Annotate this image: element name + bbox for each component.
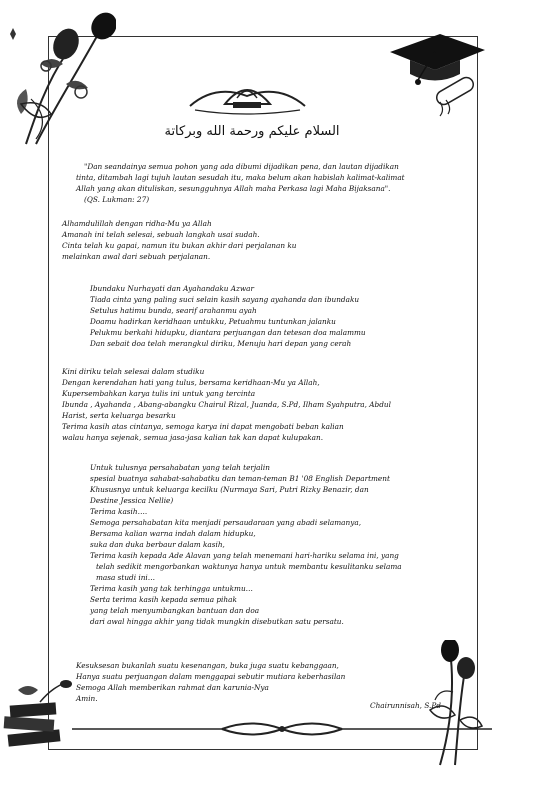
text-line: Bersama kalian warna indah dalam hidupku,: [90, 529, 256, 538]
text-line: Semoga Allah memberikan rahmat dan karunia-Nya: [76, 683, 269, 692]
text-line: Destine Jessica Nellie): [90, 496, 174, 505]
text-line: Amanah ini telah selesai, sebuah langkah usai sudah.: [62, 230, 260, 239]
paragraph-dedication: [62, 366, 391, 443]
quote-line: "Dan seandainya semua pohon yang ada dibumi dijadikan pena, dan lautan dijadikan: [84, 162, 399, 171]
text-line: Hanya suatu perjuangan dalam menggapai sebutir mutiara keberhasilan: [76, 672, 346, 681]
text-line: Pelukmu berkahi hidupku, diantara perjuangan dan tetesan doa malammu: [90, 328, 366, 337]
text-line: Serta terima kasih kepada semua pihak: [90, 595, 237, 604]
text-line: Terima kasih atas cintanya, semoga karya ini dapat mengobati beban kalian: [62, 422, 344, 431]
quote-line: tinta, ditambah lagi tujuh lautan sesudah itu, maka belum akan habislah kalimat-kalimat: [76, 173, 405, 182]
text-line: Kini diriku telah selesai dalam studiku: [62, 367, 205, 376]
paragraph-parents: [90, 283, 366, 349]
text-line: Terima kasih kepada Ade Alavan yang telah menemani hari-hariku selama ini, yang: [90, 551, 399, 560]
text-line: Ibunda , Ayahanda , Abang-abangku Chairul Rizal, Juanda, S.Pd, Ilham Syahputra, Abdul: [62, 400, 391, 409]
text-line: Alhamdulillah dengan ridha-Mu ya Allah: [62, 219, 212, 228]
text-line: dari awal hingga akhir yang tidak mungkin disebutkan satu persatu.: [90, 617, 344, 626]
mosque-ornament-icon: [185, 74, 310, 116]
text-line: Kupersembahkan karya tulis ini untuk yang tercinta: [62, 389, 256, 398]
text-line: Ibundaku Nurhayati dan Ayahandaku Azwar: [90, 284, 254, 293]
roses-bottom-icon: [420, 640, 500, 770]
roses-corner-icon: [6, 4, 116, 154]
graduation-cap-icon: [380, 32, 490, 122]
paragraph-friends: [90, 462, 402, 627]
text-line: Kesuksesan bukanlah suatu kesenangan, buka juga suatu kebanggaan,: [76, 661, 339, 670]
text-line: suka dan duka berbaur dalam kasih,: [90, 540, 225, 549]
books-stack-icon: [0, 680, 80, 760]
quote-reference: (QS. Lukman: 27): [84, 195, 150, 204]
text-line: Khususnya untuk keluarga kecilku (Nurmaya Sari, Putri Rizky Benazir, dan: [90, 485, 369, 494]
text-line: melainkan awal dari sebuah perjalanan.: [62, 252, 211, 261]
text-line: Setulus hatimu bunda, searif arahanmu ayah: [90, 306, 257, 315]
quote-line: Allah yang akan dituliskan, sesungguhnya Allah maha Perkasa lagi Maha Bijaksana".: [76, 184, 391, 193]
paragraph-gratitude: [62, 218, 297, 262]
text-line: Terima kasih yang tak terhingga untukmu…: [90, 584, 253, 593]
text-line: Tiada cinta yang paling suci selain kasih sayang ayahanda dan ibundaku: [90, 295, 360, 304]
text-line: Cinta telah ku gapai, namun itu bukan akhir dari perjalanan ku: [62, 241, 297, 250]
paragraph-closing: [76, 660, 345, 704]
text-line: spesial buatnya sahabat-sahabatku dan teman-teman B1 '08 English Department: [90, 474, 390, 483]
text-line: Terima kasih….: [90, 507, 148, 516]
arabic-greeting: السلام عليكم ورحمة الله وبركاتة: [164, 124, 340, 139]
text-line: Dengan kerendahan hati yang tulus, bersama keridhaan-Mu ya Allah,: [62, 378, 320, 387]
signature: Chairunnisah, S.Pd: [370, 701, 441, 710]
opening-quote: [76, 161, 405, 205]
text-line: Amin.: [76, 694, 98, 703]
text-line: Semoga persahabatan kita menjadi persaudaraan yang abadi selamanya,: [90, 518, 362, 527]
text-line: masa studi ini…: [96, 573, 156, 582]
text-line: Dan sebait doa telah merangkul diriku, Menuju hari depan yang cerah: [90, 339, 352, 348]
text-line: telah sedikit mengorbankan waktunya hanya untuk membantu kesulitanku selama: [96, 562, 402, 571]
text-line: Doamu hadirkan keridhaan untukku, Petuahmu tuntunkan jalanku: [90, 317, 336, 326]
text-line: walau hanya sejenak, semua jasa-jasa kalian tak kan dapat kulupakan.: [62, 433, 324, 442]
text-line: yang telah menyumbangkan bantuan dan doa: [90, 606, 260, 615]
text-line: Harist, serta keluarga besarku: [62, 411, 176, 420]
text-line: Untuk tulusnya persahabatan yang telah terjalin: [90, 463, 270, 472]
